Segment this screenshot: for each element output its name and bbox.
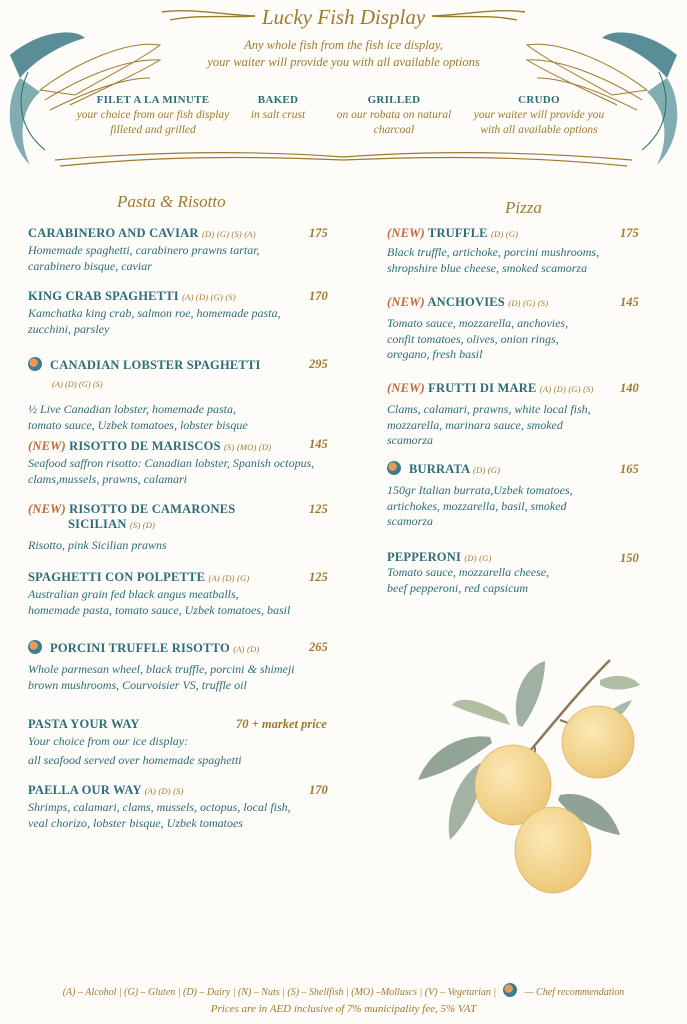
item-price: 145 [620,295,639,309]
item-desc: all seafood served over homemade spaghetti [28,752,242,767]
item-name: RISOTTO DE MARISCOS [69,439,221,453]
item-allergens: (D) (G) [473,465,501,475]
item-desc: Kamchatka king crab, salmon roe, homemade pasta, [28,306,281,320]
item-allergens: (D) (G) (S) (A) [201,229,256,239]
item-name: ANCHOVIES [427,295,505,309]
item-name: PORCINI TRUFFLE RISOTTO [50,641,230,655]
chef-recommendation-icon [387,461,401,475]
item-price: 170 [309,783,328,797]
item-desc: homemade pasta, tomato sauce, Uzbek tomatoes, basil [28,602,291,617]
item-allergens: (A) (D) (G) [208,573,250,583]
section-title-pizza: Pizza [505,198,542,217]
item-allergens: (S) (D) [129,520,156,530]
header-subtitle-line1: Any whole fish from the fish ice display, [244,38,443,52]
menu-item [28,226,260,274]
item-desc: beef pepperoni, red capsicum [387,580,529,595]
item-name: CARABINERO AND CAVIAR [28,226,199,240]
item-desc: mozzarella, marinara sauce, smoked [387,417,563,432]
item-price: 125 [309,502,328,516]
menu-item [28,783,291,831]
item-price: 125 [309,570,328,584]
item-price: 175 [620,226,639,240]
new-badge: (NEW) [387,295,425,309]
chef-recommendation-icon [28,640,42,654]
frame-bottom [55,153,632,166]
lemon-branch-illustration [410,655,650,900]
item-desc: Black truffle, artichoke, porcini mushrooms, [387,245,600,259]
menu-item [387,295,568,363]
fish-option-grilled [324,94,464,138]
item-desc: tomato sauce, Uzbek tomatoes, lobster bisque [28,417,248,432]
item-desc: ½ Live Canadian lobster, homemade pasta, [28,402,236,416]
item-desc: artichokes, mozzarella, basil, smoked [387,498,567,513]
menu-item [28,640,295,693]
item-desc: confit tomatoes, olives, onion rings, [387,331,559,346]
menu-item [387,461,573,530]
item-desc: brown mushrooms, Courvoisier VS, truffle oil [28,677,247,692]
chef-recommendation-icon [28,357,42,371]
header-subtitle-line2: your waiter will provide you with all available options [207,55,480,69]
item-desc: clams,mussels, prawns, calamari [28,471,188,486]
item-desc: shropshire blue cheese, smoked scamorza [387,260,588,275]
option-desc: filleted and grilled [110,124,196,136]
item-desc: scamorza [387,433,434,447]
option-desc: charcoal [373,124,415,136]
chef-legend-text: — Chef recommendation [524,987,625,998]
item-allergens: (A) (D) (G) (S) [182,292,236,302]
item-name: PAELLA OUR WAY [28,783,142,797]
item-name: SPAGHETTI CON POLPETTE [28,570,206,584]
menu-item [28,717,242,768]
new-badge: (NEW) [28,439,66,453]
item-name: TRUFFLE [427,226,488,240]
allergen-legend [0,983,687,998]
menu-item [28,289,281,337]
item-name: KING CRAB SPAGHETTI [28,289,179,303]
menu-item [28,439,314,487]
item-allergens: (A) (D) (S) [144,786,184,796]
item-desc: Tomato sauce, mozzarella, anchovies, [387,316,569,330]
item-allergens: (A) (D) (G) (S) [539,384,594,394]
item-desc: Tomato sauce, mozzarella cheese, [387,565,550,579]
item-name: SICILIAN [68,517,127,531]
item-allergens: (D) (G) [464,553,492,563]
option-title: CRUDO [518,94,560,106]
header-title: Lucky Fish Display [261,5,426,29]
section-title-pasta: Pasta & Risotto [117,192,226,211]
item-allergens: (A) (D) [233,644,260,654]
item-name: PEPPERONI [387,550,462,564]
menu-item [28,570,290,618]
item-price: 140 [620,381,639,395]
item-desc: Homemade spaghetti, carabinero prawns tartar, [28,243,260,257]
option-desc: with all available options [480,124,598,136]
item-price: 165 [620,462,639,476]
option-desc: your choice from our fish display [76,109,230,121]
item-price: 145 [309,437,328,451]
chef-recommendation-icon [503,983,517,997]
item-desc: carabinero bisque, caviar [28,258,152,273]
item-name: PASTA YOUR WAY [28,717,140,731]
menu-item [28,502,235,554]
legend-text: (A) – Alcohol | (G) – Gluten | (D) – Dairy | (N) – Nuts | (S) – Shellfish | (MO) –Molluscs | (V) – Vegetarian | [62,987,497,998]
new-badge: (NEW) [387,381,425,395]
item-allergens: (A) (D) (G) (S) [52,379,103,389]
item-price: 70 + market price [236,717,327,731]
item-desc: Shrimps, calamari, clams, mussels, octopus, local fish, [28,800,291,814]
menu-item [387,381,594,449]
item-desc: scamorza [387,514,434,528]
option-title: FILET A LA MINUTE [96,94,210,106]
new-badge: (NEW) [387,226,425,240]
header-subtitle [150,37,537,71]
item-desc: veal chorizo, lobster bisque, Uzbek tomatoes [28,815,243,830]
item-allergens: (D) (G) (S) [508,298,549,308]
item-desc: Your choice from our ice display: [28,734,189,748]
new-badge: (NEW) [28,502,66,516]
item-price: 295 [309,357,328,371]
fish-option-baked [228,94,328,123]
item-price: 150 [620,551,639,565]
item-desc: 150gr Italian burrata,Uzbek tomatoes, [387,483,573,497]
option-title: BAKED [257,94,299,106]
menu-item [28,357,261,433]
item-desc: Risotto, pink Sicilian prawns [28,538,167,552]
option-title: GRILLED [367,94,421,106]
option-desc: in salt crust [250,109,306,121]
item-name: BURRATA [409,462,470,476]
item-price: 265 [309,640,328,654]
item-name: RISOTTO DE CAMARONES [69,502,236,516]
item-desc: zucchini, parsley [28,321,110,336]
item-price: 175 [309,226,328,240]
menu-item [387,226,599,276]
option-desc: on our robata on natural [336,109,452,121]
item-allergens: (D) (G) [491,229,519,239]
item-desc: Seafood saffron risotto: Canadian lobster, Spanish octopus, [28,456,315,470]
item-name: FRUTTI DI MARE [428,381,537,395]
item-desc: Whole parmesan wheel, black truffle, porcini & shimeji [28,662,295,676]
option-desc: your waiter will provide you [473,109,605,121]
item-allergens: (S) (MO) (D) [224,442,272,452]
price-note: Prices are in AED inclusive of 7% municipality fee, 5% VAT [210,1003,477,1015]
item-name: CANADIAN LOBSTER SPAGHETTI [50,358,261,372]
fish-option-filet [68,94,238,138]
item-desc: Australian grain fed black angus meatballs, [28,587,239,601]
item-desc: oregano, fresh basil [387,347,483,361]
item-desc: Clams, calamari, prawns, white local fish, [387,402,591,416]
fish-option-crudo [466,94,612,138]
item-price: 170 [309,289,328,303]
menu-item [387,550,549,596]
